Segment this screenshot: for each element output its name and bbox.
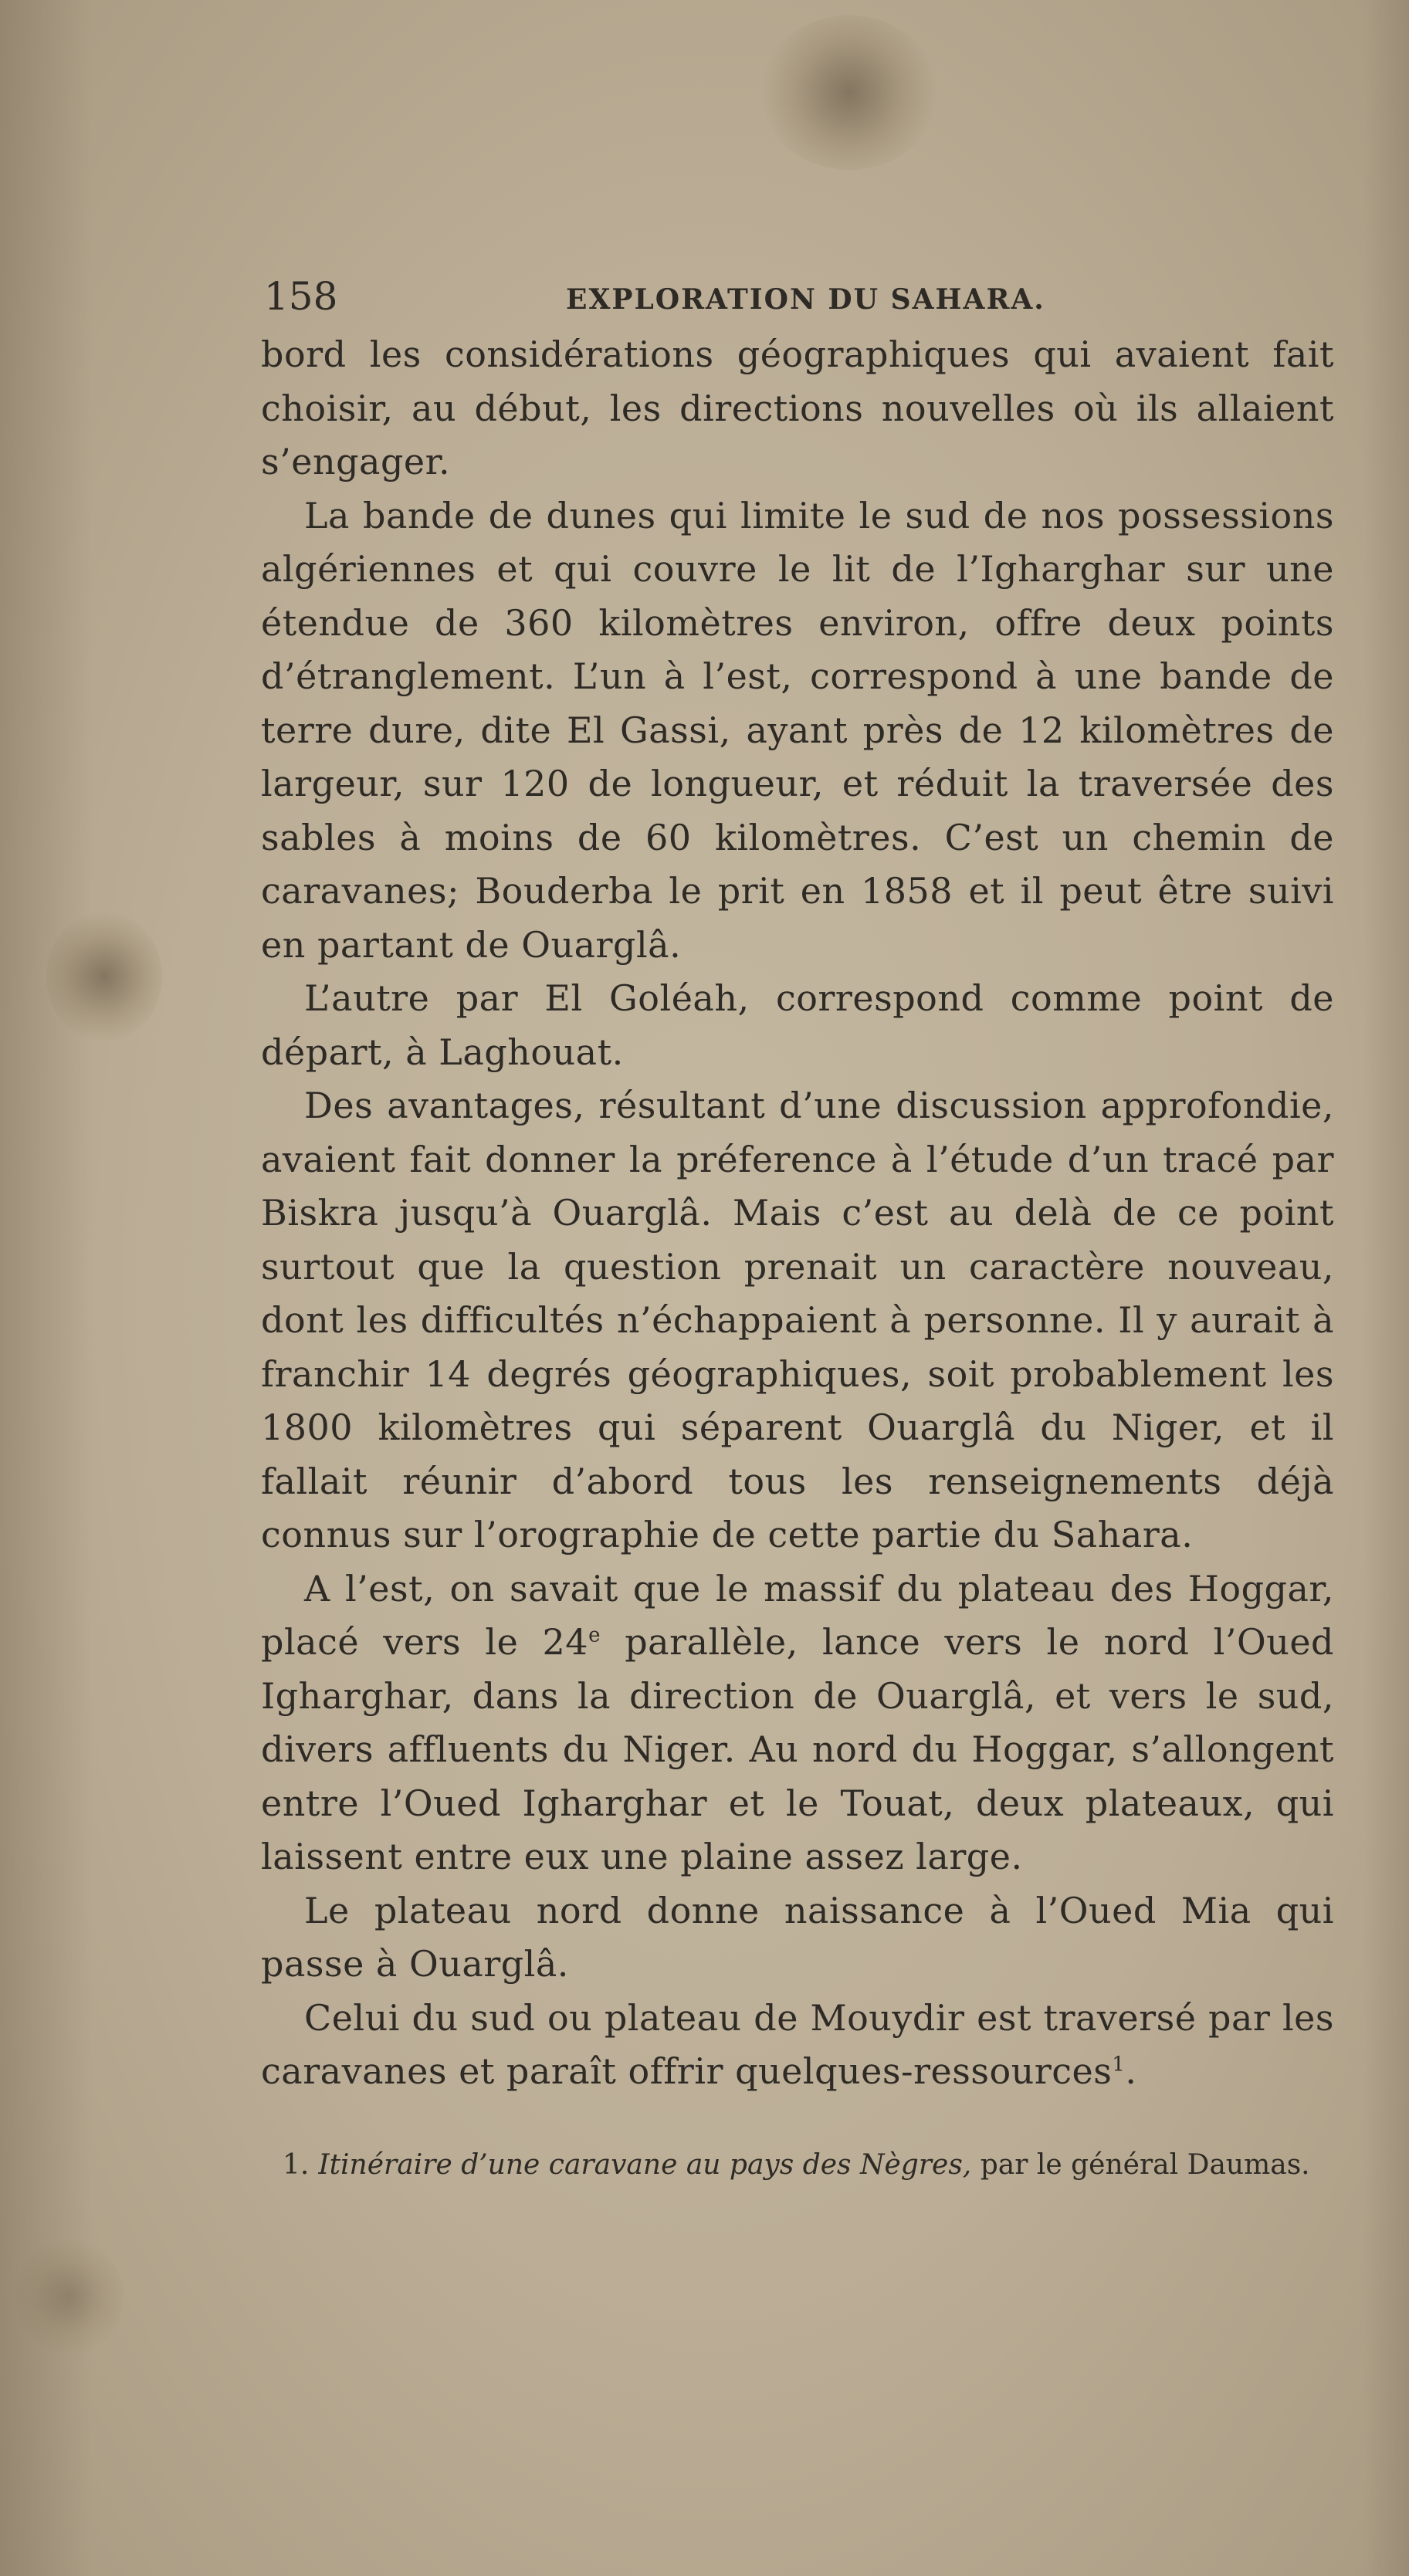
paragraph-text: parallèle, lance vers le nord l’Oued Igharghar, dans la direction de Ouarglâ, et vers le sud, divers affluents du Niger. Au nord du Hoggar, s’allongent entre l’Oued Igharghar et le Touat, deux plateaux, qui laissent entre eux une plaine assez large.: [261, 1621, 1334, 1877]
paragraph: L’autre par El Goléah, correspond comme point de départ, à Laghouat.: [261, 977, 1334, 1073]
paragraph-text: Celui du sud ou plateau de Mouydir est traversé par les caravanes et paraît offrir quelques-ressources: [261, 1996, 1334, 2092]
paragraph: [261, 1562, 1334, 1884]
ink-stain-left-2: [15, 2239, 124, 2354]
paragraph: [261, 1992, 1334, 2099]
footnote-text: par le général Daumas.: [971, 2148, 1310, 2181]
running-title: EXPLORATION DU SAHARA.: [566, 283, 1045, 316]
paragraph: bord les considérations géographiques qui avaient fait choisir, au début, les directions nouvelles où ils allaient s’engager.: [261, 333, 1334, 482]
paragraph: Le plateau nord donne naissance à l’Oued Mia qui passe à Ouarglâ.: [261, 1889, 1334, 1985]
ink-stain-top: [760, 15, 938, 170]
book-page: [261, 274, 1334, 2185]
footnote-number: 1.: [283, 2148, 310, 2181]
body-text: [261, 328, 1334, 2099]
paragraph: Des avantages, résultant d’une discussion approfondie, avaient fait donner la préference à l’étude d’un tracé par Biskra jusqu’à Ouarglâ. Mais c’est au delà de ce point surtout que la question prenait un caractère nouveau, dont les difficultés n’échappaient à personne. Il y aurait à franchir 14 degrés géographiques, soit probablement les 1800 kilomètres qui séparent Ouarglâ du Niger, et il fallait réunir d’abord tous les renseignements déjà connus sur l’orographie de cette partie du Sahara.: [261, 1085, 1334, 1555]
footnote-title: Itinéraire d’une caravane au pays des Nègres,: [318, 2148, 972, 2181]
superscript: e: [588, 1623, 601, 1647]
page-edge-shadow-left: [0, 0, 93, 2576]
paragraph-text: A l’est, on savait que le massif du plateau des Hoggar, placé vers le 24: [261, 1567, 1334, 1663]
page-edge-shadow-right: [1363, 0, 1409, 2576]
page-number: 158: [264, 274, 338, 319]
paragraph-text: .: [1125, 2050, 1137, 2092]
running-head: [261, 274, 1334, 328]
footnote-marker: 1: [1112, 2053, 1126, 2077]
ink-stain-left-1: [46, 911, 162, 1042]
footnote: [261, 2145, 1334, 2185]
paragraph: La bande de dunes qui limite le sud de nos possessions algériennes et qui couvre le lit de l’Igharghar sur une étendue de 360 kilomètres environ, offre deux points d’étranglement. L’un à l’est, correspond à une bande de terre dure, dite El Gassi, ayant près de 12 kilomètres de largeur, sur 120 de longueur, et réduit la traversée des sables à moins de 60 kilomètres. C’est un chemin de caravanes; Bouderba le prit en 1858 et il peut être suivi en partant de Ouarglâ.: [261, 494, 1334, 966]
